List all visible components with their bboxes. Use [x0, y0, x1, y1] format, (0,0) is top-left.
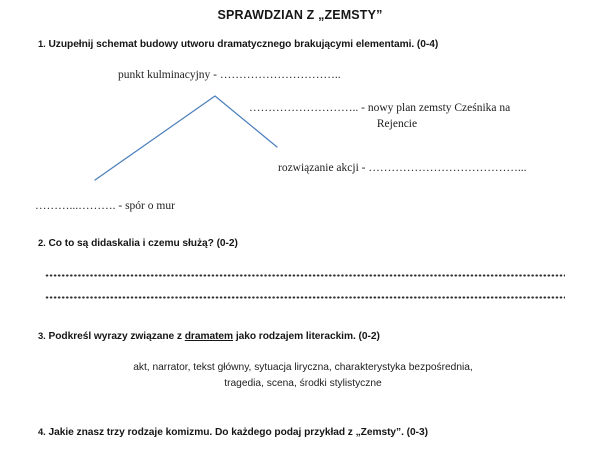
question-3-number: 3.	[38, 330, 46, 341]
question-3-text-before: Podkreśl wyrazy związane z	[45, 331, 185, 342]
question-2-text: Co to są didaskalia i czemu służą? (0-2)	[45, 238, 238, 249]
question-2-number: 2.	[38, 237, 46, 248]
new-plan-label	[249, 100, 545, 132]
question-2	[38, 237, 238, 249]
question-4-text: Jakie znasz trzy rodzaje komizmu. Do każdego podaj przykład z „Zemsty”. (0-3)	[45, 427, 428, 438]
question-3-underlined-word: dramatem	[184, 331, 234, 342]
word-list[interactable]	[60, 360, 546, 392]
question-1-text: Uzupełnij schemat budowy utworu dramatycznego brakującymi elementami. (0-4)	[45, 39, 439, 50]
question-3-text-after: jako rodzajem literackim. (0-2)	[233, 331, 380, 342]
page-title: SPRAWDZIAN Z „ZEMSTY”	[217, 8, 383, 22]
answer-line-1[interactable]	[45, 274, 565, 277]
question-3	[38, 330, 380, 342]
answer-line-2[interactable]	[45, 296, 565, 299]
question-4-number: 4.	[38, 426, 46, 437]
word-list-line-1: akt, narrator, tekst główny, sytuacja liryczna, charakterystyka bezpośrednia,	[133, 362, 473, 373]
new-plan-label-line1: ……………………….. - nowy plan zemsty Cześnika na	[249, 102, 511, 114]
conflict-label: ………...………. - spór o mur	[35, 200, 175, 212]
question-4	[38, 426, 428, 438]
climax-label: punkt kulminacyjny - …………………………..	[118, 69, 341, 81]
new-plan-label-line2: Rejencie	[376, 118, 418, 130]
resolution-label: rozwiązanie akcji - …………………………………...	[278, 162, 527, 174]
word-list-line-2: tragedia, scena, środki stylistyczne	[224, 378, 382, 389]
question-1-number: 1.	[38, 38, 46, 49]
question-1	[38, 38, 438, 50]
